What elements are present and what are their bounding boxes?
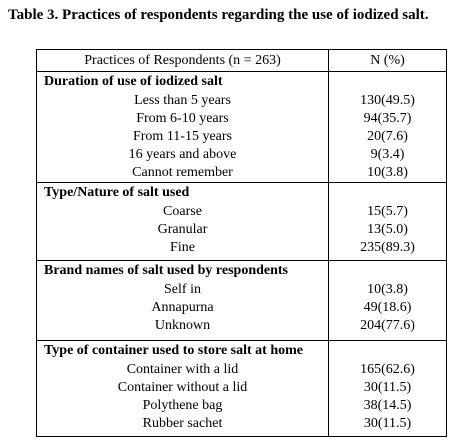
row-label: From 6-10 years: [136, 111, 229, 126]
row-label: Cannot remember: [132, 165, 233, 180]
row-label: Polythene bag: [142, 398, 223, 413]
table-caption: Table 3. Practices of respondents regarding the use of iodized salt.: [8, 7, 429, 23]
row-label: Less than 5 years: [134, 93, 231, 108]
section-title: Type/Nature of salt used: [44, 185, 190, 200]
table-row: [37, 361, 446, 379]
row-value: 94(35.7): [363, 111, 412, 126]
table-row: [37, 164, 446, 182]
section-container-type: [37, 340, 446, 433]
row-value: 38(14.5): [363, 398, 412, 413]
row-value: 49(18.6): [363, 300, 412, 315]
table-row: [37, 128, 446, 146]
table-row: [37, 379, 446, 397]
row-value: 30(11.5): [363, 380, 412, 395]
table-row: [37, 299, 446, 317]
row-label: From 11-15 years: [132, 129, 233, 144]
header-n-percent: N (%): [370, 53, 405, 68]
row-label: Self in: [164, 282, 201, 297]
section-title: Type of container used to store salt at home: [44, 343, 303, 358]
row-value: 13(5.0): [367, 222, 408, 237]
row-value: 20(7.6): [367, 129, 408, 144]
section-brand-names: [37, 260, 446, 335]
table-header-row: [37, 50, 446, 72]
table-row: [37, 146, 446, 164]
row-value: 10(3.8): [367, 282, 408, 297]
table-row: [37, 397, 446, 415]
table-row: [37, 110, 446, 128]
row-value: 15(5.7): [367, 204, 408, 219]
header-practices: Practices of Respondents (n = 263): [84, 53, 281, 68]
row-label: Container with a lid: [126, 362, 239, 377]
table-row: [37, 317, 446, 335]
section-type-nature: [37, 182, 446, 257]
row-value: 204(77.6): [360, 318, 415, 333]
row-value: 9(3.4): [370, 147, 405, 162]
row-value: 30(11.5): [363, 416, 412, 431]
section-title: Brand names of salt used by respondents: [44, 263, 289, 278]
table-row: [37, 221, 446, 239]
row-label: 16 years and above: [128, 147, 237, 162]
row-value: 235(89.3): [360, 240, 415, 255]
row-value: 10(3.8): [367, 165, 408, 180]
table-row: [37, 239, 446, 257]
row-label: Unknown: [154, 318, 211, 333]
row-label: Fine: [170, 240, 195, 255]
row-label: Rubber sachet: [142, 416, 223, 431]
table-row: [37, 281, 446, 299]
row-label: Coarse: [163, 204, 202, 219]
table-row: [37, 92, 446, 110]
row-label: Annapurna: [151, 300, 214, 315]
row-label: Granular: [157, 222, 208, 237]
section-title: Duration of use of iodized salt: [44, 74, 223, 89]
row-label: Container without a lid: [117, 380, 248, 395]
table-row: [37, 415, 446, 433]
row-value: 130(49.5): [360, 93, 415, 108]
row-value: 165(62.6): [360, 362, 415, 377]
practices-table: [36, 49, 447, 437]
table-row: [37, 203, 446, 221]
section-duration: [37, 72, 446, 182]
